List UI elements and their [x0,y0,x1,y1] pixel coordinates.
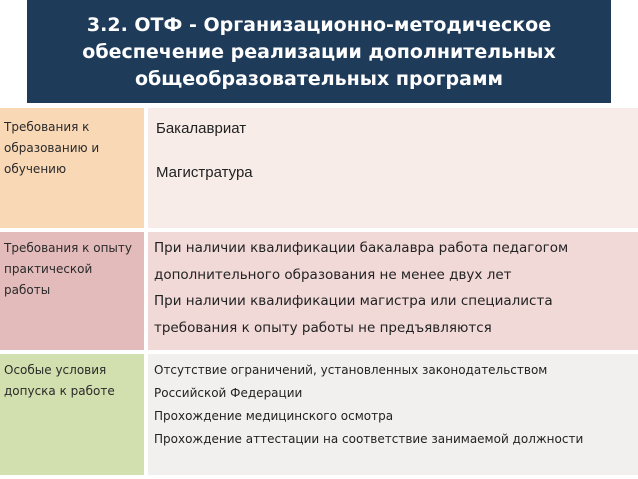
experience-line: дополнительного образования не менее двух лет [154,266,512,283]
row-value-experience [146,230,638,352]
table-row-conditions [0,352,638,475]
condition-line: Российской Федерации [154,386,303,400]
row-value-conditions [146,352,638,475]
row-value-education [146,108,638,230]
condition-line: Прохождение медицинского осмотра [154,409,394,423]
experience-line: требования к опыту работы не предъявляются [154,319,492,336]
condition-line: Отсутствие ограничений, установленных законодательством [154,363,548,377]
table-row-education [0,108,638,230]
condition-line: Прохождение аттестации на соответствие занимаемой должности [154,432,584,446]
row-label-education: Требования к образованию и обучению [0,108,146,230]
slide-title: 3.2. ОТФ - Организационно-методическое обеспечение реализации дополнительных общеобразовательных программ [27,0,611,103]
row-label-conditions: Особые условия допуска к работе [0,352,146,475]
requirements-table [0,108,638,475]
table-row-experience [0,230,638,352]
education-bachelor: Бакалавриат [156,120,247,137]
education-master: Магистратура [156,164,253,181]
experience-line: При наличии квалификации бакалавра работа педагогом [154,240,569,256]
experience-line: При наличии квалификации магистра или специалиста [154,293,553,309]
row-label-experience: Требования к опыту практической работы [0,230,146,352]
